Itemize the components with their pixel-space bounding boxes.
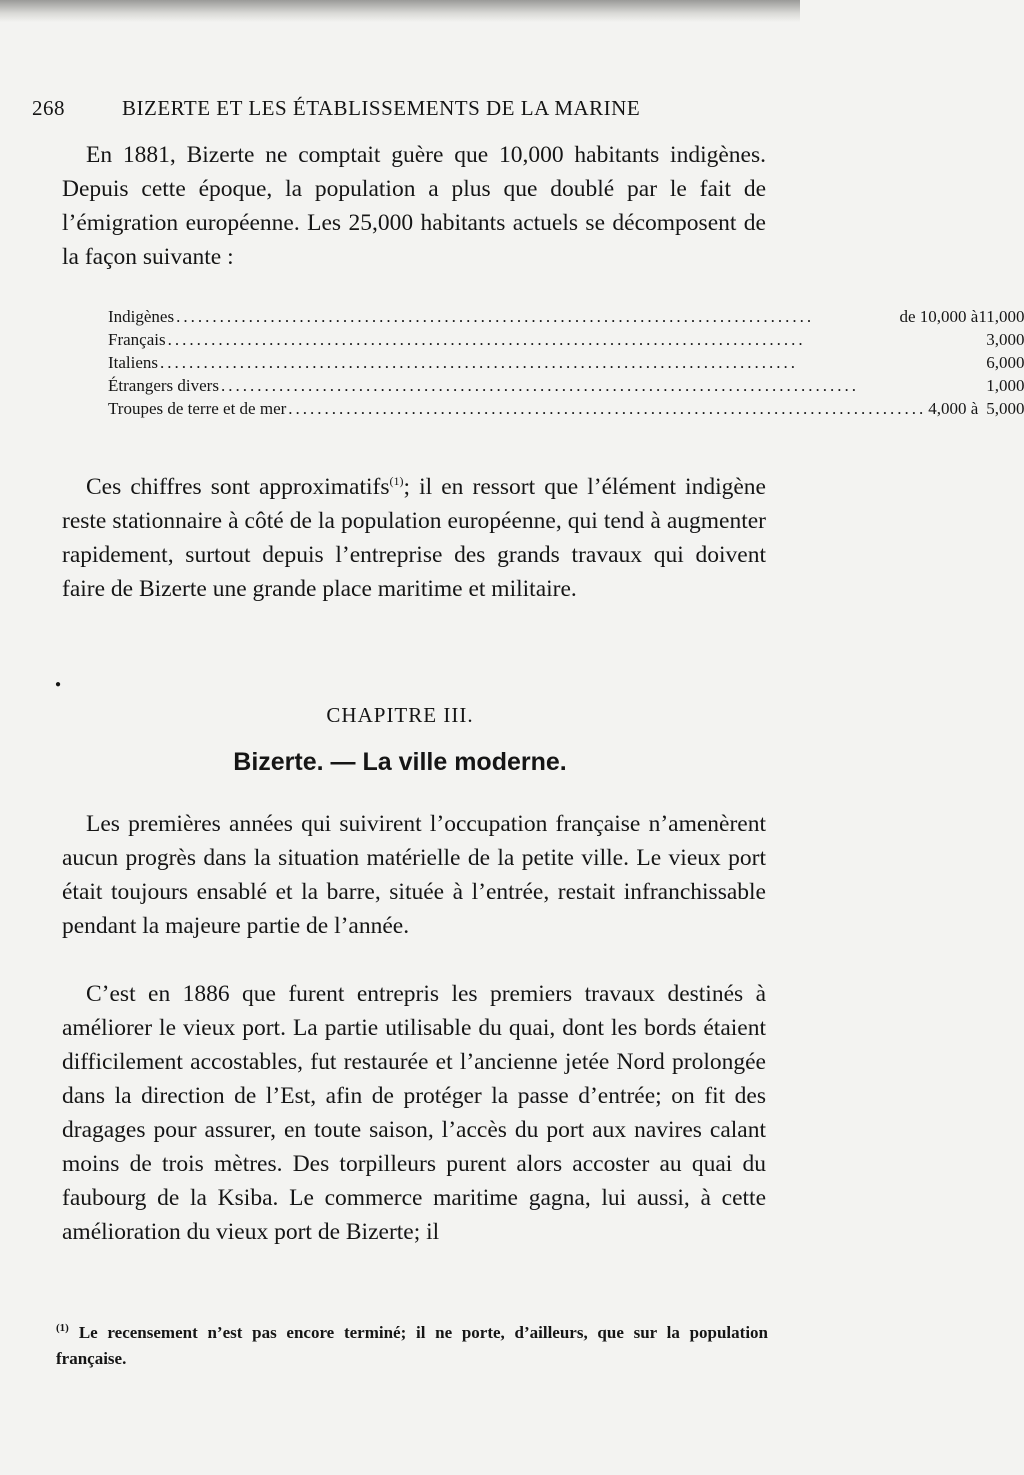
row-label: Italiens [108, 353, 159, 372]
table-row [108, 328, 1024, 351]
page-number: 268 [32, 96, 65, 120]
chapter-title: Bizerte. — La ville moderne. [233, 748, 567, 776]
table-row [108, 374, 1024, 397]
row-value: 11,000 [978, 307, 1024, 326]
footnote [56, 1320, 768, 1372]
margin-dot: ● [55, 679, 62, 690]
table-row [108, 351, 1024, 374]
paragraph-first-years: Les premières années qui suivirent l’occupation française n’amenèrent aucun progrès dans la situation matérielle de la petite ville. Le vieux port était toujours ensablé et la barre, située à l’entrée, restait infranchissable pendant la majeure partie de l’année. [62, 811, 766, 939]
row-value: 5,000 [986, 399, 1024, 418]
paragraph-figures-rest: ; il en ressort que l’élément indigène reste stationnaire à côté de la population européenne, qui tend à augmenter rapidement, surtout depuis l’entreprise des grands travaux qui doivent faire de Bizerte une grande place maritime et militaire. [62, 474, 766, 602]
table-row [108, 397, 1024, 420]
row-value: 3,000 [986, 330, 1024, 349]
scan-edge-shadow [0, 0, 800, 22]
paragraph-figures-start: Ces chiffres sont approximatifs [86, 474, 390, 500]
row-label: Français [108, 330, 166, 349]
running-title: BIZERTE ET LES ÉTABLISSEMENTS DE LA MARINE [122, 96, 641, 120]
population-table [108, 305, 1024, 420]
footnote-text: Le recensement n’est pas encore terminé; il ne porte, d’ailleurs, que sur la population française. [56, 1323, 768, 1368]
paragraph-works-1886: C’est en 1886 que furent entrepris les premiers travaux destinés à améliorer le vieux port. La partie utilisable du quai, dont les bords étaient difficilement accostables, fut restaurée et l’ancienne jetée Nord prolongée dans la direction de l’Est, afin de protéger la passe d’entrée; on fit des dragages pour assurer, en toute saison, l’accès du port aux navires calant moins de trois mètres. Des torpilleurs purent alors accoster au quai du faubourg de la Ksiba. Le commerce maritime gagna, lui aussi, à cette amélioration du vieux port de Bizerte; il [62, 981, 766, 1245]
row-label: Étrangers divers [108, 376, 219, 395]
table-row [108, 305, 1024, 328]
row-range-start: 4,000 à [928, 399, 979, 418]
footnote-reference: (1) [389, 474, 404, 489]
paragraph-population-1881: En 1881, Bizerte ne comptait guère que 10,000 habitants indigènes. Depuis cette époque, la population a plus que doublé par le fait de l’émigration européenne. Les 25,000 habitants actuels se décomposent de la façon suivante : [62, 142, 766, 270]
paragraph-figures [62, 470, 766, 640]
row-label: Troupes de terre et de mer [108, 399, 287, 418]
chapter-heading: CHAPITRE III. [326, 703, 474, 727]
row-label: Indigènes [108, 307, 175, 326]
row-value: 1,000 [986, 376, 1024, 395]
row-range-start: de 10,000 à [899, 307, 979, 326]
footnote-mark: (1) [56, 1322, 69, 1335]
row-value: 6,000 [986, 353, 1024, 372]
